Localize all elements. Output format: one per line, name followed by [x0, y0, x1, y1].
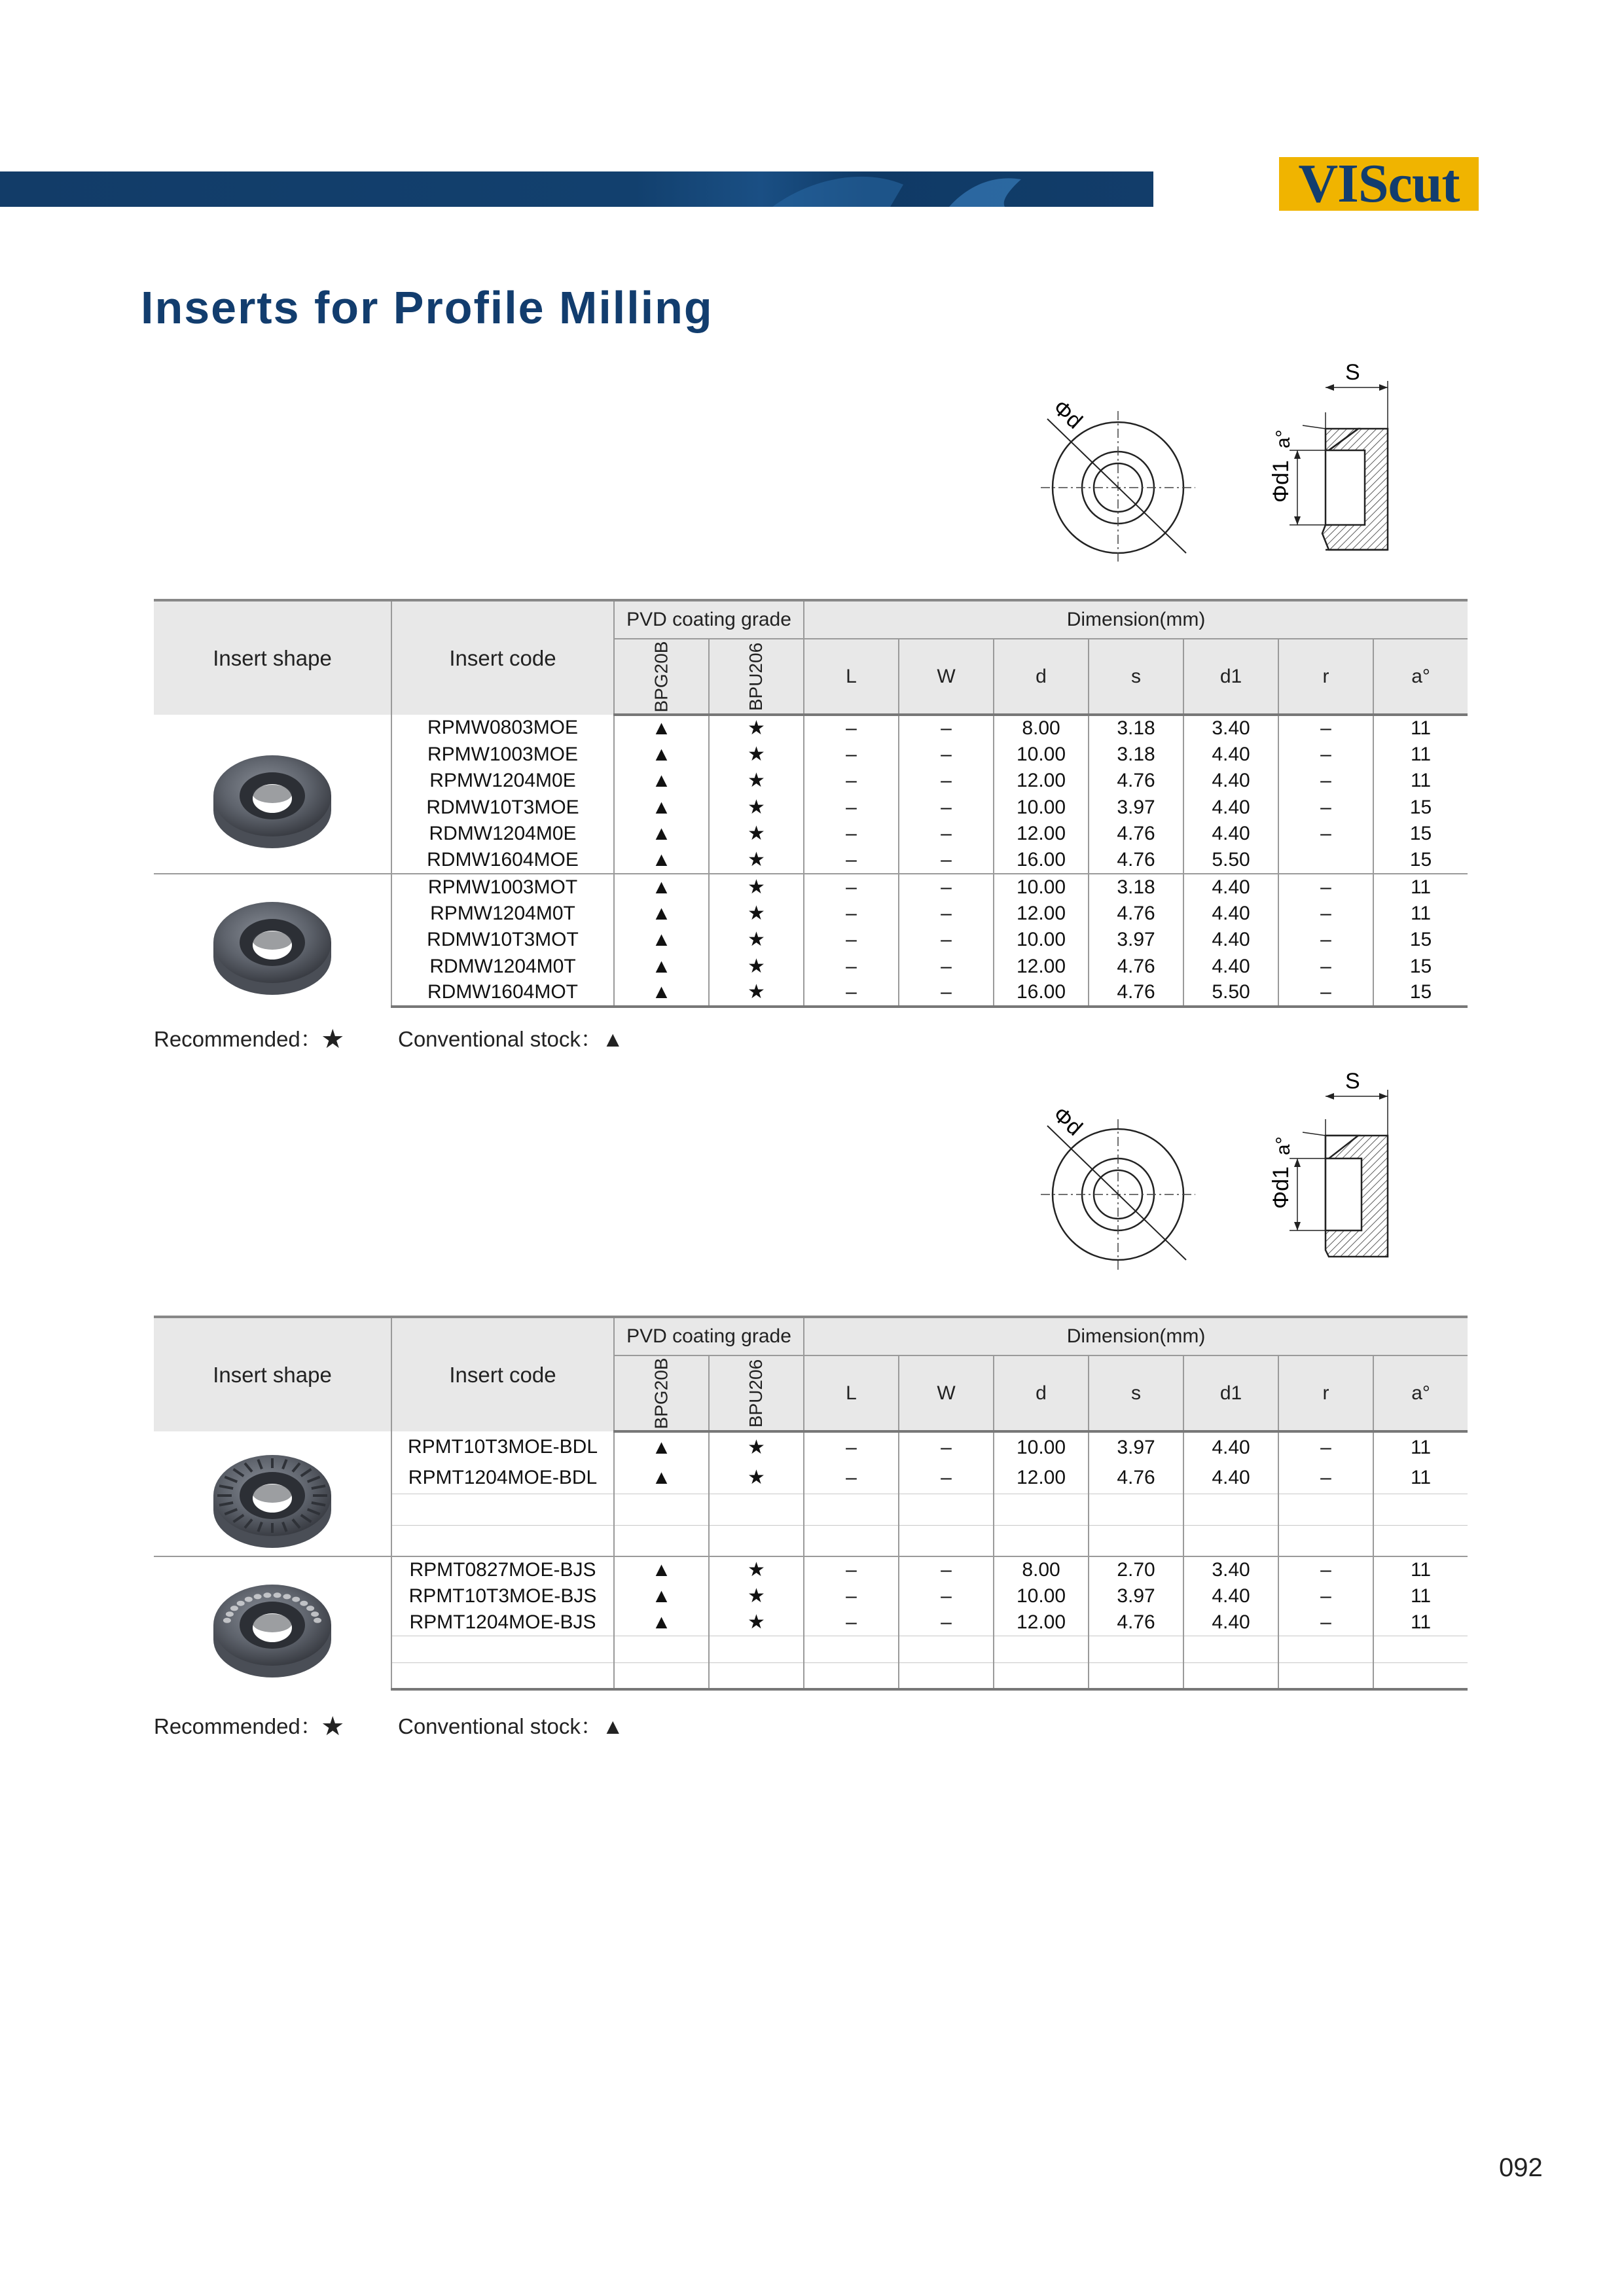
legend-recommended-1: Recommended：★ — [154, 1027, 344, 1051]
brand-logo-text: VIScut — [1298, 153, 1460, 214]
col-grade-bpg20b: ▲ — [614, 1556, 709, 1583]
col-s: 3.97 — [1089, 927, 1183, 954]
header-insert-code-text-2: Insert code — [449, 1362, 556, 1387]
insert-photo-table2-0 — [207, 1431, 338, 1556]
col-W: – — [899, 821, 994, 848]
col-a — [1373, 1636, 1468, 1663]
col-d1: 4.40 — [1183, 1609, 1278, 1636]
insert-photo-table1-6 — [207, 878, 338, 1003]
col-s: 3.97 — [1089, 1431, 1183, 1463]
col-W: – — [899, 954, 994, 980]
header-L: L — [804, 639, 899, 715]
col-L: – — [804, 1463, 899, 1494]
col-s: 3.18 — [1089, 742, 1183, 768]
header-s: s — [1089, 639, 1183, 715]
col-L: – — [804, 1609, 899, 1636]
col-code: RPMT10T3MOE-BJS — [391, 1583, 614, 1610]
col-grade-bpg20b — [614, 1636, 709, 1663]
col-s: 4.76 — [1089, 821, 1183, 848]
col-r: – — [1278, 1431, 1373, 1463]
col-r: – — [1278, 1609, 1373, 1636]
phi-d1-label-2: Φd1 — [1269, 1166, 1293, 1209]
col-s — [1089, 1636, 1183, 1663]
phi-d-label-2: Φd — [1048, 1102, 1087, 1141]
col-grade-bpg20b: ▲ — [614, 1463, 709, 1494]
col-d1: 5.50 — [1183, 980, 1278, 1007]
col-W: – — [899, 1609, 994, 1636]
header-r-2: r — [1278, 1355, 1373, 1431]
col-d1: 4.40 — [1183, 768, 1278, 795]
col-r: – — [1278, 715, 1373, 742]
angle-label: a° — [1272, 429, 1294, 448]
header-dimension-2: Dimension(mm) — [804, 1317, 1468, 1355]
header-insert-shape-text: Insert shape — [213, 645, 332, 670]
side-view — [1269, 360, 1388, 550]
col-d1 — [1183, 1662, 1278, 1689]
col-grade-bpu206: ★ — [709, 795, 804, 821]
col-code: RDMW1604MOE — [391, 848, 614, 874]
col-d1 — [1183, 1525, 1278, 1556]
col-W: – — [899, 768, 994, 795]
col-r: – — [1278, 927, 1373, 954]
col-d1: 4.40 — [1183, 1463, 1278, 1494]
table-row — [154, 1431, 1468, 1463]
col-code — [391, 1525, 614, 1556]
header-d-2: d — [994, 1355, 1089, 1431]
col-r — [1278, 1636, 1373, 1663]
header-grade-bpu206 — [709, 639, 804, 715]
col-d: 10.00 — [994, 1583, 1089, 1610]
col-d — [994, 1494, 1089, 1526]
header-d: d — [994, 639, 1089, 715]
col-code: RDMW10T3MOE — [391, 795, 614, 821]
col-W: – — [899, 1583, 994, 1610]
header-grade-bpu206-text-2: BPU206 — [746, 1359, 767, 1427]
col-s — [1089, 1494, 1183, 1526]
col-code: RDMW1604MOT — [391, 980, 614, 1007]
col-r — [1278, 1494, 1373, 1526]
header-pvd-grade: PVD coating grade — [614, 600, 804, 639]
col-d1: 4.40 — [1183, 742, 1278, 768]
col-s: 4.76 — [1089, 954, 1183, 980]
col-code: RPMW1204M0E — [391, 768, 614, 795]
col-code — [391, 1636, 614, 1663]
col-d: 12.00 — [994, 954, 1089, 980]
col-grade-bpg20b: ▲ — [614, 1431, 709, 1463]
spec-table-2 — [154, 1316, 1468, 1691]
insert-shape-cell — [154, 715, 391, 874]
col-L: – — [804, 1556, 899, 1583]
col-r: – — [1278, 768, 1373, 795]
col-d1: 4.40 — [1183, 954, 1278, 980]
col-grade-bpg20b: ▲ — [614, 954, 709, 980]
col-grade-bpg20b — [614, 1662, 709, 1689]
col-r — [1278, 1525, 1373, 1556]
col-a: 15 — [1409, 823, 1432, 845]
col-grade-bpu206: ★ — [709, 715, 804, 742]
header-insert-shape-2 — [154, 1317, 391, 1431]
col-W: – — [899, 1463, 994, 1494]
col-grade-bpg20b: ▲ — [614, 768, 709, 795]
col-code: RPMT1204MOE-BDL — [391, 1463, 614, 1494]
header-band — [0, 171, 1153, 207]
col-W: – — [899, 848, 994, 874]
col-grade-bpg20b: ▲ — [614, 795, 709, 821]
col-d1: 5.50 — [1183, 848, 1278, 874]
col-W — [899, 1494, 994, 1526]
col-W — [899, 1636, 994, 1663]
col-r — [1278, 848, 1373, 874]
col-W: – — [899, 980, 994, 1007]
col-L: – — [804, 742, 899, 768]
col-L: – — [804, 874, 899, 901]
col-L — [804, 1662, 899, 1689]
col-L: – — [804, 768, 899, 795]
col-d — [994, 1636, 1089, 1663]
col-W: – — [899, 1431, 994, 1463]
col-d — [994, 1525, 1089, 1556]
col-grade-bpu206: ★ — [709, 954, 804, 980]
header-d1-2: d1 — [1183, 1355, 1278, 1431]
header-L-2: L — [804, 1355, 899, 1431]
col-a: 11 — [1410, 1467, 1432, 1489]
col-a: 15 — [1409, 796, 1432, 818]
col-r: – — [1278, 874, 1373, 901]
col-code — [391, 1494, 614, 1526]
col-r: – — [1278, 795, 1373, 821]
col-a: 11 — [1373, 874, 1468, 901]
col-s: 3.18 — [1089, 874, 1183, 901]
header-grade-bpg20b-text-2: BPG20B — [651, 1357, 672, 1429]
col-L: – — [804, 980, 899, 1007]
col-L: – — [804, 795, 899, 821]
front-view-2 — [1041, 1102, 1195, 1270]
s-label-2: S — [1345, 1069, 1360, 1094]
col-s: 4.76 — [1089, 848, 1183, 874]
header-W-2: W — [899, 1355, 994, 1431]
col-grade-bpu206: ★ — [709, 848, 804, 874]
header-pvd-grade-2: PVD coating grade — [614, 1317, 804, 1355]
header-grade-bpg20b — [614, 639, 709, 715]
col-r: – — [1278, 901, 1373, 927]
col-s: 3.97 — [1089, 1583, 1183, 1610]
col-s: 4.76 — [1089, 980, 1183, 1007]
col-W: – — [899, 874, 994, 901]
col-grade-bpg20b: ▲ — [614, 848, 709, 874]
col-L — [804, 1636, 899, 1663]
col-code: RPMW1003MOE — [391, 742, 614, 768]
col-L — [804, 1525, 899, 1556]
col-d1: 4.40 — [1183, 821, 1278, 848]
s-label: S — [1345, 360, 1360, 385]
col-d — [994, 1662, 1089, 1689]
col-a: 11 — [1410, 743, 1432, 765]
header-band-swoosh — [0, 171, 1153, 207]
col-d1: 4.40 — [1183, 874, 1278, 901]
angle-label-2: a° — [1272, 1136, 1294, 1155]
col-code: RPMT10T3MOE-BDL — [391, 1431, 614, 1463]
col-grade-bpu206 — [709, 1494, 804, 1526]
col-L: – — [804, 821, 899, 848]
col-grade-bpg20b — [614, 1525, 709, 1556]
col-grade-bpu206 — [709, 1525, 804, 1556]
header-insert-shape — [154, 600, 391, 715]
col-grade-bpu206: ★ — [709, 1609, 804, 1636]
col-grade-bpu206: ★ — [709, 821, 804, 848]
insert-dimension-diagram-2 — [1015, 1064, 1407, 1273]
header-grade-bpg20b-2 — [614, 1355, 709, 1431]
col-a: 15 — [1373, 980, 1468, 1007]
col-grade-bpg20b: ▲ — [614, 874, 709, 901]
col-code: RPMW1003MOT — [391, 874, 614, 901]
col-a: 11 — [1410, 902, 1432, 924]
col-grade-bpu206: ★ — [709, 927, 804, 954]
col-W: – — [899, 742, 994, 768]
col-d: 12.00 — [994, 768, 1089, 795]
col-W: – — [899, 901, 994, 927]
col-code: RDMW1204M0E — [391, 821, 614, 848]
col-grade-bpu206: ★ — [709, 1431, 804, 1463]
brand-logo — [1279, 153, 1479, 214]
col-d1: 4.40 — [1183, 795, 1278, 821]
col-d1: 3.40 — [1183, 1556, 1278, 1583]
col-L: – — [804, 1583, 899, 1610]
phi-d1-label: Φd1 — [1269, 460, 1293, 503]
col-r: – — [1278, 1583, 1373, 1610]
col-L: – — [804, 927, 899, 954]
col-grade-bpu206: ★ — [709, 874, 804, 901]
insert-shape-cell — [154, 1431, 391, 1556]
col-d: 12.00 — [994, 1463, 1089, 1494]
col-d1: 4.40 — [1183, 927, 1278, 954]
col-s — [1089, 1525, 1183, 1556]
header-grade-bpu206-2 — [709, 1355, 804, 1431]
col-grade-bpg20b: ▲ — [614, 821, 709, 848]
col-grade-bpg20b: ▲ — [614, 715, 709, 742]
header-grade-bpg20b-text: BPG20B — [651, 641, 672, 712]
col-r: – — [1278, 821, 1373, 848]
col-W: – — [899, 715, 994, 742]
col-L — [804, 1494, 899, 1526]
col-code: RPMW0803MOE — [391, 715, 614, 742]
col-grade-bpg20b: ▲ — [614, 980, 709, 1007]
col-a — [1373, 1494, 1468, 1526]
col-W: – — [899, 795, 994, 821]
header-insert-code — [391, 600, 614, 715]
col-d1: 4.40 — [1183, 1431, 1278, 1463]
side-view-2 — [1269, 1069, 1388, 1257]
col-s: 4.76 — [1089, 901, 1183, 927]
col-a — [1373, 1662, 1468, 1689]
col-a: 11 — [1410, 770, 1432, 792]
page-number: 092 — [1499, 2153, 1543, 2182]
legend-conventional-1: Conventional stock：▲ — [398, 1027, 624, 1051]
header-s-2: s — [1089, 1355, 1183, 1431]
header-W: W — [899, 639, 994, 715]
col-a — [1373, 1525, 1468, 1556]
col-r: – — [1278, 1556, 1373, 1583]
col-L: – — [804, 901, 899, 927]
col-s: 4.76 — [1089, 1609, 1183, 1636]
col-grade-bpg20b: ▲ — [614, 901, 709, 927]
col-grade-bpg20b — [614, 1494, 709, 1526]
col-grade-bpu206 — [709, 1662, 804, 1689]
table-row — [154, 715, 1468, 742]
col-s: 4.76 — [1089, 768, 1183, 795]
col-code: RPMW1204M0T — [391, 901, 614, 927]
col-r: – — [1278, 1463, 1373, 1494]
col-grade-bpu206: ★ — [709, 1583, 804, 1610]
col-d1: 3.40 — [1183, 715, 1278, 742]
header-insert-shape-text-2: Insert shape — [213, 1362, 332, 1387]
col-code: RPMT1204MOE-BJS — [391, 1609, 614, 1636]
col-grade-bpu206: ★ — [709, 901, 804, 927]
col-r — [1278, 1662, 1373, 1689]
col-a: 11 — [1373, 1556, 1468, 1583]
table-row — [154, 874, 1468, 901]
header-grade-bpu206-text: BPU206 — [746, 642, 767, 711]
spec-table-1 — [154, 599, 1468, 1008]
col-s: 3.97 — [1089, 795, 1183, 821]
col-grade-bpu206: ★ — [709, 980, 804, 1007]
col-grade-bpu206 — [709, 1636, 804, 1663]
col-L: – — [804, 848, 899, 874]
col-grade-bpu206: ★ — [709, 1556, 804, 1583]
header-a: a° — [1373, 639, 1468, 715]
col-grade-bpg20b: ▲ — [614, 1609, 709, 1636]
col-d: 10.00 — [994, 795, 1089, 821]
col-d: 10.00 — [994, 874, 1089, 901]
col-W — [899, 1662, 994, 1689]
col-d: 12.00 — [994, 901, 1089, 927]
insert-shape-cell — [154, 874, 391, 1007]
legend-recommended-2: Recommended：★ — [154, 1714, 344, 1738]
col-d: 8.00 — [994, 1556, 1089, 1583]
col-L: – — [804, 954, 899, 980]
col-a: 11 — [1410, 1585, 1432, 1607]
col-L: – — [804, 1431, 899, 1463]
col-grade-bpu206: ★ — [709, 1463, 804, 1494]
col-a: 11 — [1410, 717, 1432, 740]
col-a: 15 — [1409, 955, 1432, 977]
insert-photo-table2-4 — [207, 1561, 338, 1685]
col-a: 15 — [1409, 929, 1432, 951]
front-view — [1041, 395, 1195, 564]
col-r: – — [1278, 954, 1373, 980]
col-d1 — [1183, 1636, 1278, 1663]
col-s: 2.70 — [1089, 1556, 1183, 1583]
col-d: 12.00 — [994, 1609, 1089, 1636]
insert-dimension-diagram-1 — [1015, 353, 1407, 569]
col-W: – — [899, 1556, 994, 1583]
col-d1 — [1183, 1494, 1278, 1526]
page-title: Inserts for Profile Milling — [141, 282, 713, 333]
col-code: RPMT0827MOE-BJS — [391, 1556, 614, 1583]
col-s — [1089, 1662, 1183, 1689]
col-r: – — [1278, 742, 1373, 768]
col-d1: 4.40 — [1183, 901, 1278, 927]
col-grade-bpg20b: ▲ — [614, 1583, 709, 1610]
header-r: r — [1278, 639, 1373, 715]
col-d: 10.00 — [994, 742, 1089, 768]
col-code — [391, 1662, 614, 1689]
col-d1: 4.40 — [1183, 1583, 1278, 1610]
col-code: RDMW1204M0T — [391, 954, 614, 980]
col-d: 16.00 — [994, 848, 1089, 874]
col-grade-bpu206: ★ — [709, 768, 804, 795]
header-insert-code-2 — [391, 1317, 614, 1431]
insert-shape-cell — [154, 1556, 391, 1689]
col-d: 16.00 — [994, 980, 1089, 1007]
phi-d-label: Φd — [1048, 395, 1087, 434]
header-a-2: a° — [1373, 1355, 1468, 1431]
col-code: RDMW10T3MOT — [391, 927, 614, 954]
col-d: 10.00 — [994, 927, 1089, 954]
col-L: – — [804, 715, 899, 742]
col-a: 11 — [1410, 1436, 1432, 1458]
col-d: 12.00 — [994, 821, 1089, 848]
col-d: 10.00 — [994, 1431, 1089, 1463]
col-s: 3.18 — [1089, 715, 1183, 742]
header-d1: d1 — [1183, 639, 1278, 715]
col-W — [899, 1525, 994, 1556]
header-dimension: Dimension(mm) — [804, 600, 1468, 639]
col-W: – — [899, 927, 994, 954]
col-r: – — [1278, 980, 1373, 1007]
col-a: 11 — [1410, 1611, 1432, 1633]
col-a: 15 — [1409, 849, 1432, 871]
legend-conventional-2: Conventional stock：▲ — [398, 1714, 624, 1738]
col-d: 8.00 — [994, 715, 1089, 742]
insert-photo-table1-0 — [207, 732, 338, 856]
col-grade-bpu206: ★ — [709, 742, 804, 768]
col-grade-bpg20b: ▲ — [614, 927, 709, 954]
table-row — [154, 1556, 1468, 1583]
col-s: 4.76 — [1089, 1463, 1183, 1494]
header-insert-code-text: Insert code — [449, 645, 556, 670]
col-grade-bpg20b: ▲ — [614, 742, 709, 768]
